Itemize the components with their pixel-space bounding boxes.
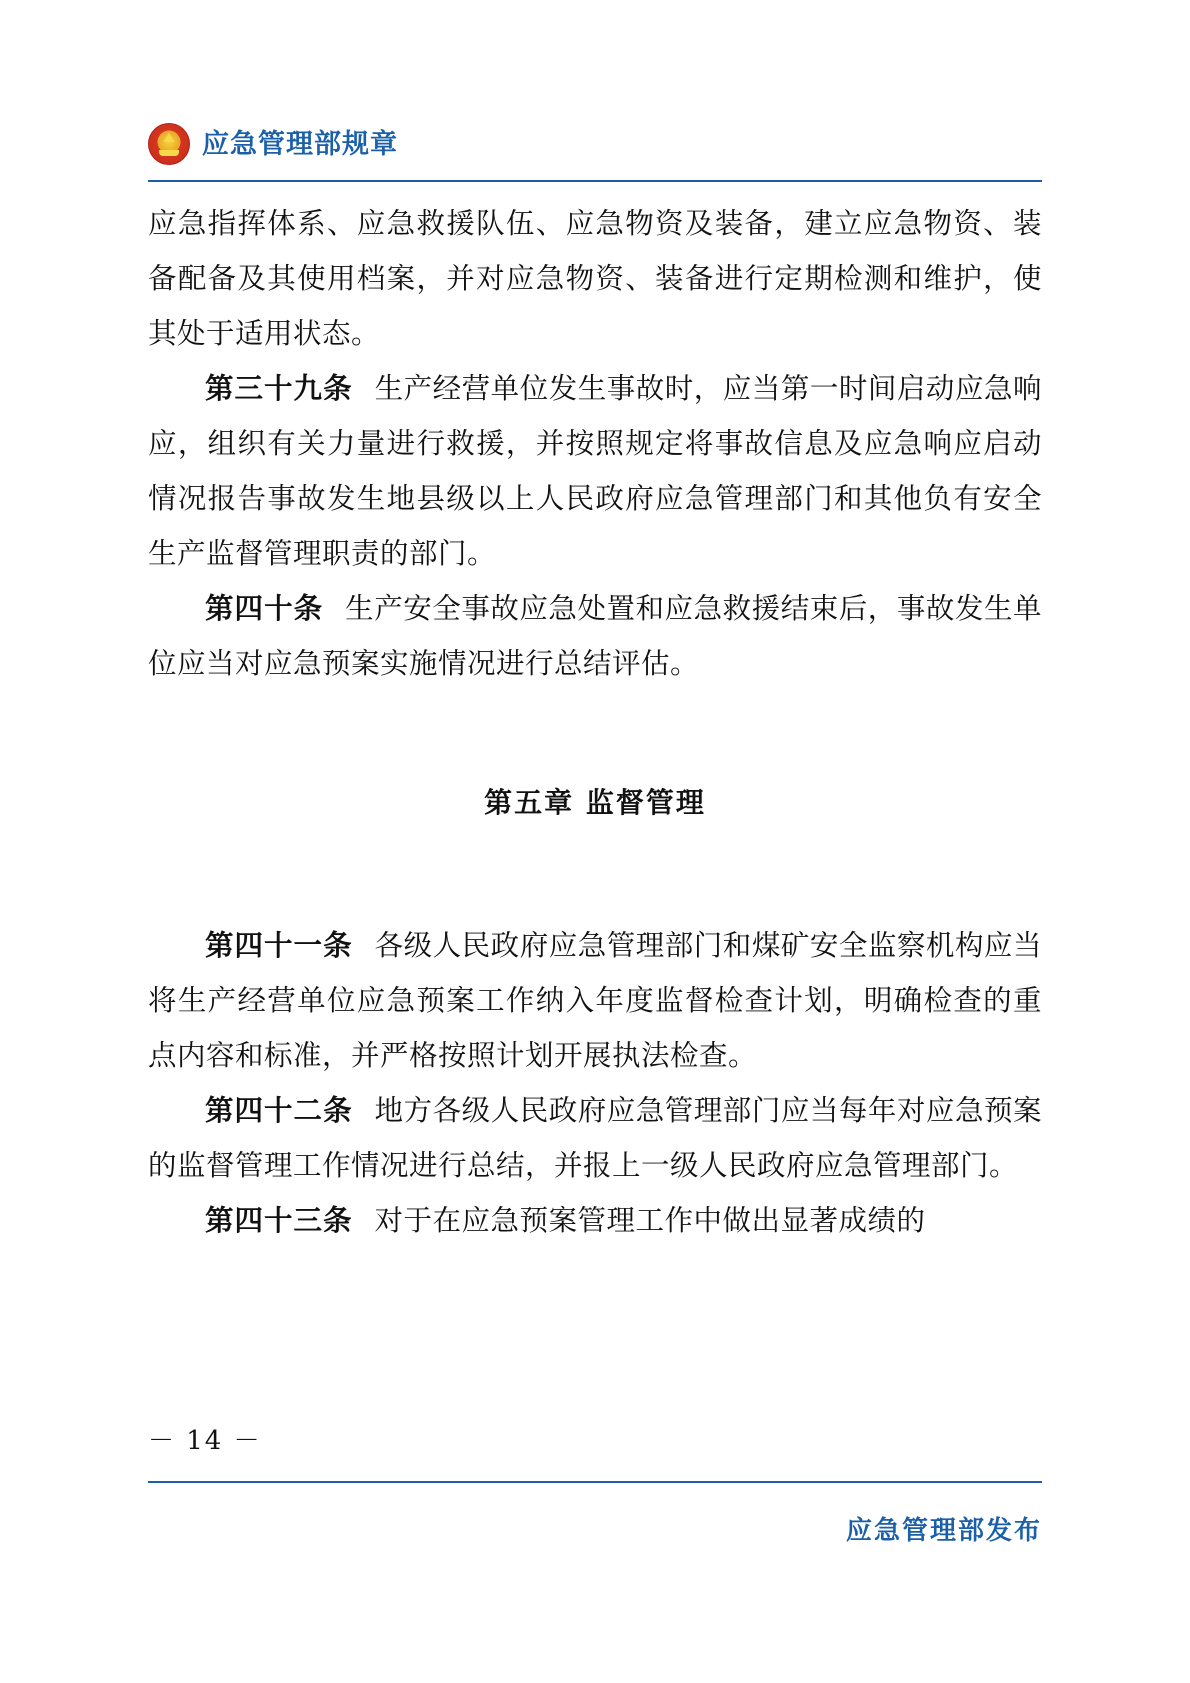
article-42-text: 地方各级人民政府应急管理部门应当每年对应急预案的监督管理工作情况进行总结，并报上一级人民政府应急管理部门。 [148,1094,1042,1182]
article-43 [148,1193,1042,1248]
publisher-label: 应急管理部发布 [845,1516,1042,1546]
article-40-text: 生产安全事故应急处置和应急救援结束后，事故发生单位应当对应急预案实施情况进行总结评估。 [148,592,1042,680]
header-divider [148,180,1042,182]
article-40 [148,581,1042,691]
article-42-number: 第四十二条 [205,1093,353,1127]
spacer-after-chapter [148,830,1042,918]
footer-divider [148,1481,1042,1483]
article-39 [148,361,1042,581]
article-41-text: 各级人民政府应急管理部门和煤矿安全监察机构应当将生产经营单位应急预案工作纳入年度监督检查计划，明确检查的重点内容和标准，并严格按照计划开展执法检查。 [148,929,1042,1072]
article-42 [148,1083,1042,1193]
article-41-number: 第四十一条 [205,928,353,962]
article-39-text: 生产经营单位发生事故时，应当第一时间启动应急响应，组织有关力量进行救援，并按照规定将事故信息及应急响应启动情况报告事故发生地县级以上人民政府应急管理部门和其他负有安全生产监督管理职责的部门。 [148,372,1042,570]
chapter-heading: 第五章 监督管理 [484,786,706,819]
article-40-number: 第四十条 [205,591,324,625]
article-43-text: 对于在应急预案管理工作中做出显著成绩的 [374,1204,926,1237]
header-title: 应急管理部规章 [202,128,398,160]
document-header [148,110,1042,178]
national-emblem-icon [148,123,190,165]
document-body [148,196,1042,1248]
paragraph-continuation: 应急指挥体系、应急救援队伍、应急物资及装备，建立应急物资、装备配备及其使用档案，并对应急物资、装备进行定期检测和维护，使其处于适用状态。 [148,207,1042,350]
page-number: － 14 － [148,1426,262,1456]
article-41 [148,918,1042,1083]
article-39-number: 第三十九条 [205,371,353,405]
article-43-number: 第四十三条 [205,1203,353,1237]
spacer-before-chapter [148,691,1042,775]
